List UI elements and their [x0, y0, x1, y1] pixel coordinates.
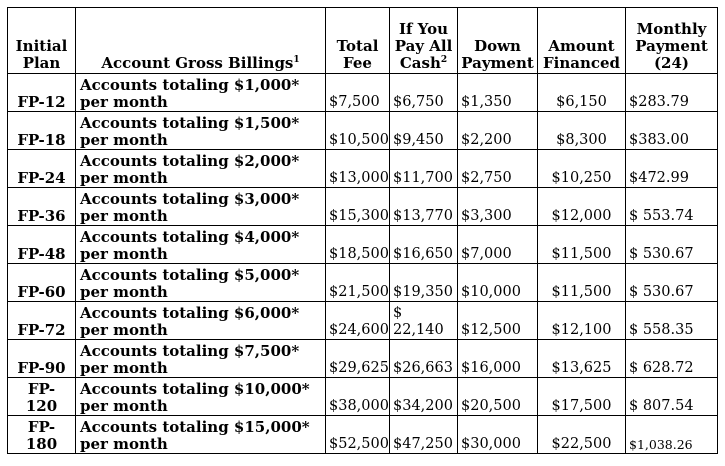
franchise-plan-pricing-table — [7, 7, 718, 454]
billings-cell: Accounts totaling $7,500* per month — [76, 340, 326, 378]
plan-cell: FP-72 — [8, 302, 76, 340]
billings-cell: Accounts totaling $6,000* per month — [76, 302, 326, 340]
cash-cell: $6,750 — [390, 74, 458, 112]
amount-financed-cell: $12,100 — [538, 302, 626, 340]
amount-financed-cell: $13,625 — [538, 340, 626, 378]
monthly-payment-cell: $ 807.54 — [626, 378, 718, 416]
table-row — [8, 264, 718, 302]
total-fee-cell: $18,500 — [326, 226, 390, 264]
plan-cell: FP-18 — [8, 112, 76, 150]
monthly-payment-cell: $ 558.35 — [626, 302, 718, 340]
cash-cell: $19,350 — [390, 264, 458, 302]
cash-cell: $11,700 — [390, 150, 458, 188]
amount-financed-cell: $12,000 — [538, 188, 626, 226]
table-row — [8, 226, 718, 264]
amount-financed-cell: $17,500 — [538, 378, 626, 416]
down-payment-cell: $2,750 — [458, 150, 538, 188]
cash-cell: $26,663 — [390, 340, 458, 378]
table-row — [8, 340, 718, 378]
down-payment-cell: $1,350 — [458, 74, 538, 112]
pricing-table-container — [7, 7, 718, 454]
cash-cell: $ 22,140 — [390, 302, 458, 340]
table-row — [8, 74, 718, 112]
header-pay-all-cash — [390, 8, 458, 74]
down-payment-cell: $7,000 — [458, 226, 538, 264]
amount-financed-cell: $11,500 — [538, 226, 626, 264]
billings-cell: Accounts totaling $3,000* per month — [76, 188, 326, 226]
down-payment-cell: $16,000 — [458, 340, 538, 378]
down-payment-cell: $30,000 — [458, 416, 538, 454]
down-payment-cell: $3,300 — [458, 188, 538, 226]
billings-cell: Accounts totaling $10,000* per month — [76, 378, 326, 416]
header-initial-plan-label: Initial Plan — [15, 37, 68, 72]
total-fee-cell: $15,300 — [326, 188, 390, 226]
header-cash-label: If You Pay All Cash — [394, 20, 453, 72]
monthly-payment-cell: $283.79 — [626, 74, 718, 112]
header-account-gross-billings — [76, 8, 326, 74]
plan-cell: FP-36 — [8, 188, 76, 226]
monthly-payment-cell: $472.99 — [626, 150, 718, 188]
billings-cell: Accounts totaling $2,000* per month — [76, 150, 326, 188]
monthly-payment-cell: $ 530.67 — [626, 264, 718, 302]
table-row — [8, 112, 718, 150]
header-amount-financed — [538, 8, 626, 74]
down-payment-cell: $20,500 — [458, 378, 538, 416]
plan-cell: FP- 120 — [8, 378, 76, 416]
billings-cell: Accounts totaling $5,000* per month — [76, 264, 326, 302]
plan-cell: FP-12 — [8, 74, 76, 112]
footnote-marker-2: 2 — [440, 55, 448, 65]
plan-cell: FP-60 — [8, 264, 76, 302]
amount-financed-cell: $8,300 — [538, 112, 626, 150]
amount-financed-cell: $6,150 — [538, 74, 626, 112]
total-fee-cell: $7,500 — [326, 74, 390, 112]
total-fee-cell: $13,000 — [326, 150, 390, 188]
footnote-marker-1: 1 — [293, 55, 300, 65]
total-fee-cell: $38,000 — [326, 378, 390, 416]
header-total-fee — [326, 8, 390, 74]
total-fee-cell: $21,500 — [326, 264, 390, 302]
total-fee-cell: $10,500 — [326, 112, 390, 150]
header-monthly-label: Monthly Payment (24) — [635, 20, 708, 72]
header-financed-label: Amount Financed — [542, 37, 621, 72]
plan-cell: FP-48 — [8, 226, 76, 264]
down-payment-cell: $2,200 — [458, 112, 538, 150]
plan-cell: FP-24 — [8, 150, 76, 188]
monthly-payment-cell: $1,038.26 — [626, 416, 718, 454]
header-row — [8, 8, 718, 74]
table-row — [8, 302, 718, 340]
total-fee-cell: $52,500 — [326, 416, 390, 454]
cash-cell: $47,250 — [390, 416, 458, 454]
down-payment-cell: $10,000 — [458, 264, 538, 302]
monthly-payment-cell: $ 530.67 — [626, 226, 718, 264]
header-initial-plan — [8, 8, 76, 74]
plan-cell: FP-90 — [8, 340, 76, 378]
amount-financed-cell: $11,500 — [538, 264, 626, 302]
cash-cell: $9,450 — [390, 112, 458, 150]
table-row — [8, 150, 718, 188]
billings-cell: Accounts totaling $1,500* per month — [76, 112, 326, 150]
header-down-payment — [458, 8, 538, 74]
amount-financed-cell: $10,250 — [538, 150, 626, 188]
table-row — [8, 378, 718, 416]
table-row — [8, 188, 718, 226]
plan-cell: FP- 180 — [8, 416, 76, 454]
monthly-payment-cell: $ 553.74 — [626, 188, 718, 226]
header-down-label: Down Payment — [461, 37, 534, 72]
header-monthly-payment — [626, 8, 718, 74]
total-fee-cell: $29,625 — [326, 340, 390, 378]
billings-cell: Accounts totaling $1,000* per month — [76, 74, 326, 112]
header-total-fee-label: Total Fee — [336, 37, 379, 72]
billings-cell: Accounts totaling $4,000* per month — [76, 226, 326, 264]
header-billings-label: Account Gross Billings — [101, 54, 294, 72]
cash-cell: $13,770 — [390, 188, 458, 226]
monthly-payment-cell: $383.00 — [626, 112, 718, 150]
table-row — [8, 416, 718, 454]
cash-cell: $16,650 — [390, 226, 458, 264]
down-payment-cell: $12,500 — [458, 302, 538, 340]
total-fee-cell: $24,600 — [326, 302, 390, 340]
billings-cell: Accounts totaling $15,000* per month — [76, 416, 326, 454]
monthly-payment-cell: $ 628.72 — [626, 340, 718, 378]
cash-cell: $34,200 — [390, 378, 458, 416]
amount-financed-cell: $22,500 — [538, 416, 626, 454]
